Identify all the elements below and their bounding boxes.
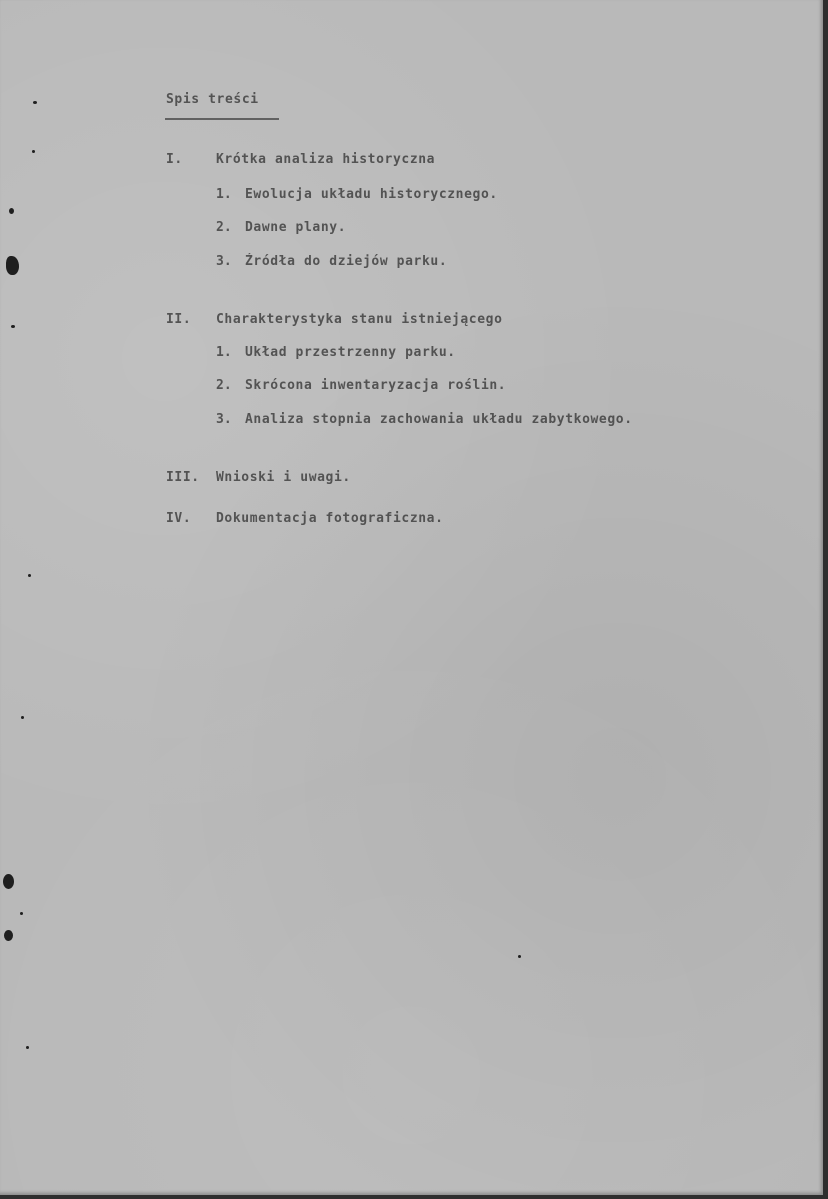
section-1-item-1-text: Ewolucja układu historycznego. [245,187,498,202]
scan-speck [33,101,37,104]
section-numeral-1: I. [166,152,183,167]
scan-edge-bottom [0,1195,828,1199]
section-2-item-2-num: 2. [216,378,232,393]
scan-speck [9,208,14,214]
section-title-1: Krótka analiza historyczna [216,152,436,167]
punch-hole-mark [6,256,19,275]
section-2-item-1-num: 1. [216,345,232,360]
section-numeral-2: II. [166,312,192,327]
scan-speck [28,574,31,577]
scan-speck [21,716,24,719]
title-underline [165,118,279,120]
scan-speck [20,912,23,915]
section-numeral-3: III. [166,470,200,485]
scan-edge-right [823,0,828,1199]
section-2-item-2-text: Skrócona inwentaryzacja roślin. [245,378,507,393]
scan-speck [26,1046,29,1049]
page-title: Spis treści [166,92,259,107]
scan-speck [32,150,35,153]
section-2-item-1-text: Układ przestrzenny parku. [245,345,456,360]
section-numeral-4: IV. [166,511,192,526]
section-1-item-2-num: 2. [216,220,232,235]
punch-hole-mark [4,930,13,941]
section-title-4: Dokumentacja fotograficzna. [216,511,444,526]
section-2-item-3-text: Analiza stopnia zachowania układu zabytkowego. [245,412,633,427]
scan-speck [518,955,521,958]
section-1-item-3-num: 3. [216,254,232,269]
section-1-item-2-text: Dawne plany. [245,220,347,235]
punch-hole-mark [3,874,14,889]
section-1-item-3-text: Źródła do dziejów parku. [245,254,448,269]
section-title-3: Wnioski i uwagi. [216,470,351,485]
section-2-item-3-num: 3. [216,412,232,427]
scan-speck [11,325,15,328]
section-title-2: Charakterystyka stanu istniejącego [216,312,503,327]
section-1-item-1-num: 1. [216,187,232,202]
